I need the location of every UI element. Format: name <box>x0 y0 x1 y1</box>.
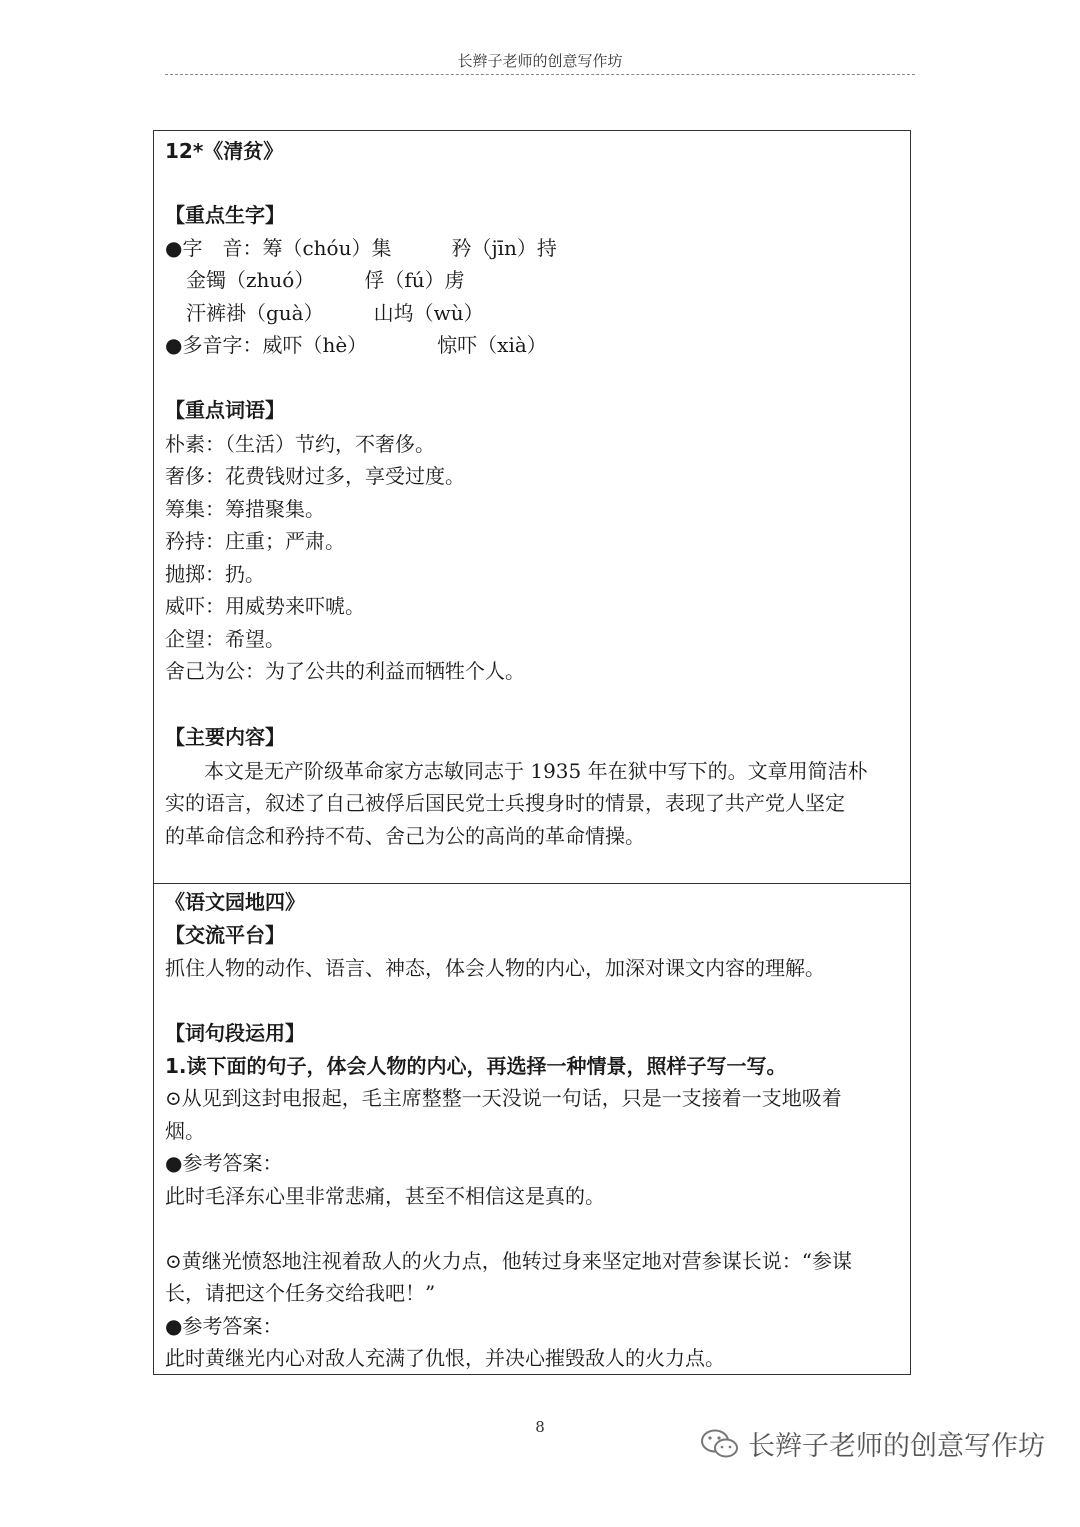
watermark <box>700 1424 1045 1463</box>
content-line: 的革命信念和矜持不苟、舍己为公的高尚的革命情操。 <box>165 824 645 848</box>
answer-label: ●参考答案： <box>165 1314 283 1338</box>
example-sentence: ⊙从见到这封电报起，毛主席整整一天没说一句话，只是一支接着一支地吸着 <box>165 1086 842 1110</box>
content-line: 实的语言，叙述了自己被俘后国民党士兵搜身时的情景，表现了共产党人坚定 <box>165 791 845 815</box>
char-line: 金镯（zhuó） 俘（fú）虏 <box>186 268 465 292</box>
char-line: 汗裤褂（guà） 山坞（wù） <box>186 301 484 325</box>
section-title: 《语文园地四》 <box>165 890 305 914</box>
heading-key-words: 【重点词语】 <box>165 398 285 422</box>
page-number: 8 <box>535 1418 545 1436</box>
char-line: ●字 音：筹（chóu）集 矜（jīn）持 <box>165 236 557 260</box>
answer-label: ●参考答案： <box>165 1151 283 1175</box>
page-header: 长辫子老师的创意写作坊 <box>165 50 915 75</box>
heading-main-content: 【主要内容】 <box>165 725 285 749</box>
answer-text: 此时毛泽东心里非常悲痛，甚至不相信这是真的。 <box>165 1184 605 1208</box>
word-item: 奢侈：花费钱财过多，享受过度。 <box>165 464 465 488</box>
watermark-text: 长辫子老师的创意写作坊 <box>748 1431 1045 1462</box>
polyphone-line: ●多音字：威吓（hè） 惊吓（xià） <box>165 333 547 357</box>
heading-practice: 【词句段运用】 <box>165 1021 305 1045</box>
answer-text: 此时黄继光内心对敌人充满了仇恨，并决心摧毁敌人的火力点。 <box>165 1346 725 1370</box>
word-item: 矜持：庄重；严肃。 <box>165 529 345 553</box>
example-sentence: 烟。 <box>165 1119 205 1143</box>
example-sentence: ⊙黄继光愤怒地注视着敌人的火力点，他转过身来坚定地对营参谋长说：“参谋 <box>165 1249 852 1273</box>
heading-key-characters: 【重点生字】 <box>165 203 285 227</box>
word-item: 威吓：用威势来吓唬。 <box>165 594 365 618</box>
word-item: 抛掷：扔。 <box>165 562 265 586</box>
lesson-title: 12*《清贫》 <box>165 139 284 163</box>
example-sentence: 长，请把这个任务交给我吧！” <box>165 1281 436 1305</box>
word-item: 筹集：筹措聚集。 <box>165 497 325 521</box>
word-item: 朴素：（生活）节约，不奢侈。 <box>165 432 435 456</box>
task-instruction: 1.读下面的句子，体会人物的内心，再选择一种情景，照样子写一写。 <box>165 1054 787 1078</box>
word-item: 舍己为公：为了公共的利益而牺牲个人。 <box>165 659 525 683</box>
content-line: 本文是无产阶级革命家方志敏同志于 1935 年在狱中写下的。文章用简洁朴 <box>204 759 868 783</box>
heading-exchange: 【交流平台】 <box>165 923 285 947</box>
wechat-icon <box>700 1428 740 1460</box>
section-qingpin <box>153 130 911 884</box>
exchange-text: 抓住人物的动作、语言、神态，体会人物的内心，加深对课文内容的理解。 <box>165 956 825 980</box>
section-yuwen-yuandi <box>153 883 911 1375</box>
word-item: 企望：希望。 <box>165 627 285 651</box>
